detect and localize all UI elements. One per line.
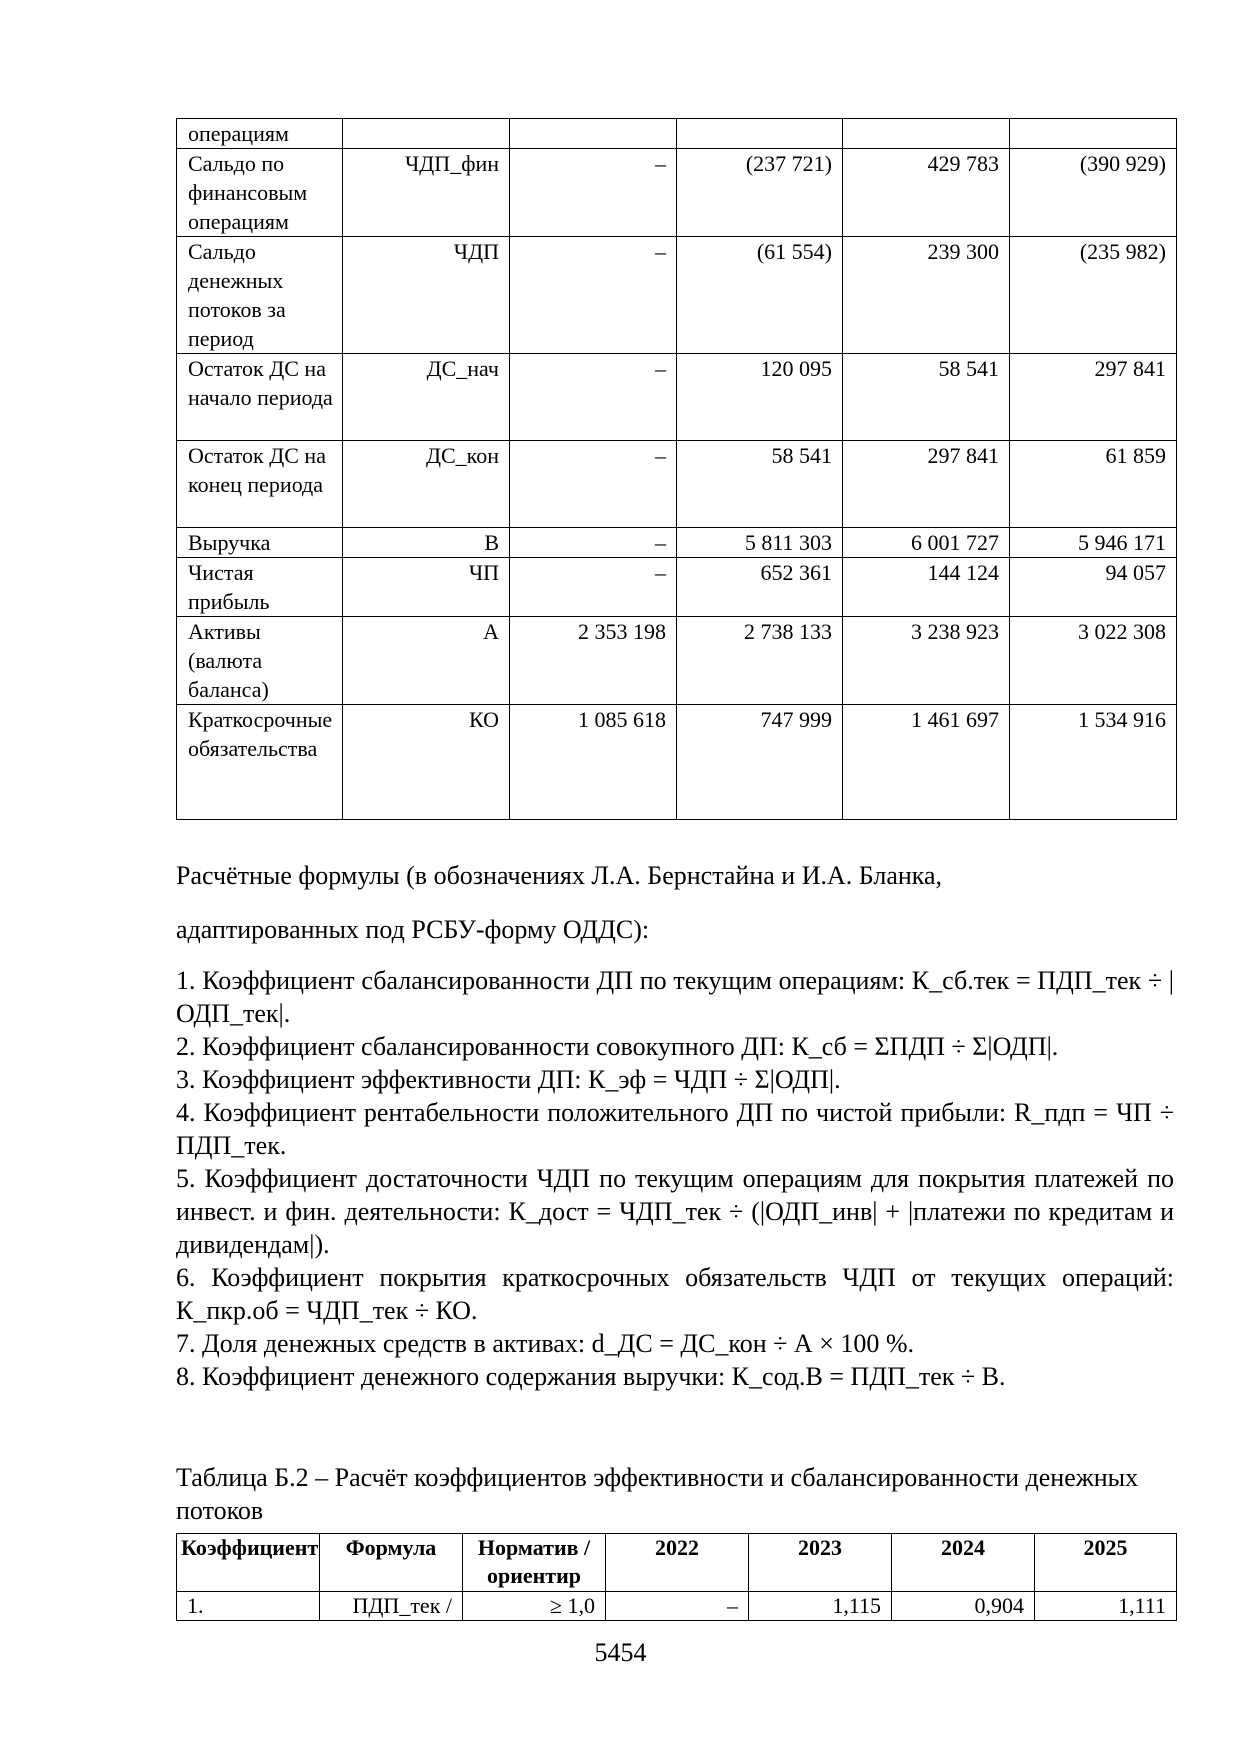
row-label: Остаток ДС на начало периода [177, 354, 343, 441]
column-header: 2022 [606, 1534, 749, 1592]
cell-value [843, 119, 1010, 149]
table-row [177, 237, 1177, 354]
table-row [177, 119, 1177, 149]
row-symbol: КО [343, 705, 510, 820]
cell-value: (61 554) [677, 237, 843, 354]
column-header: 2024 [892, 1534, 1035, 1592]
cell-value: – [510, 528, 677, 558]
cell-value: 3 238 923 [843, 617, 1010, 705]
cell-value: 297 841 [843, 441, 1010, 528]
cell-value [1010, 119, 1177, 149]
cell-value: 5 811 303 [677, 528, 843, 558]
cell-value: 429 783 [843, 149, 1010, 237]
formula-item: 6. Коэффициент покрытия краткосрочных обязательств ЧДП от текущих операций: К_пкр.об = ЧДП_тек ÷ КО. [176, 1263, 1174, 1325]
formula-list [176, 964, 1174, 1393]
formula-item: 1. Коэффициент сбалансированности ДП по текущим операциям: К_сб.тек = ПДП_тек ÷ |ОДП_тек|. [176, 966, 1174, 1028]
norm-cell: ≥ 1,0 [463, 1592, 606, 1621]
cell-value: 1 085 618 [510, 705, 677, 820]
cell-value: – [510, 149, 677, 237]
cell-value: – [510, 558, 677, 617]
cell-value: 144 124 [843, 558, 1010, 617]
cell-value: 2 738 133 [677, 617, 843, 705]
row-label: Активы (валюта баланса) [177, 617, 343, 705]
cell-value: 239 300 [843, 237, 1010, 354]
coefficient-cell: 1. [177, 1592, 320, 1621]
row-symbol: ЧП [343, 558, 510, 617]
row-label: Сальдо денежных потоков за период [177, 237, 343, 354]
row-symbol [343, 119, 510, 149]
formula-item: 4. Коэффициент рентабельности положительного ДП по чистой прибыли: R_пдп = ЧП ÷ ПДП_тек. [176, 1098, 1174, 1160]
cell-value: 0,904 [892, 1592, 1035, 1621]
cell-value: 61 859 [1010, 441, 1177, 528]
cash-flow-table [176, 118, 1177, 820]
row-label: Выручка [177, 528, 343, 558]
column-header: Норматив / ориентир [463, 1534, 606, 1592]
cell-value: 2 353 198 [510, 617, 677, 705]
row-symbol: ДС_кон [343, 441, 510, 528]
cell-value: 58 541 [843, 354, 1010, 441]
row-label: операциям [177, 119, 343, 149]
formula-item: 8. Коэффициент денежного содержания выручки: К_сод.В = ПДП_тек ÷ В. [176, 1362, 1006, 1391]
table-row [177, 441, 1177, 528]
column-header: Формула [320, 1534, 463, 1592]
formula-item: 5. Коэффициент достаточности ЧДП по текущим операциям для покрытия платежей по инвест. и фин. деятельности: К_дост = ЧДП_тек ÷ (|ОДП_инв| + |платежи по кредитам и дивидендам|). [176, 1164, 1174, 1259]
row-label: Чистая прибыль [177, 558, 343, 617]
cell-value: 6 001 727 [843, 528, 1010, 558]
page-number: 5454 [594, 1638, 647, 1667]
row-label: Краткосрочные обязательства [177, 705, 343, 820]
row-label: Остаток ДС на конец периода [177, 441, 343, 528]
row-symbol: ДС_нач [343, 354, 510, 441]
row-symbol: ЧДП [343, 237, 510, 354]
table-row [177, 705, 1177, 820]
cell-value: 297 841 [1010, 354, 1177, 441]
formula-item: 3. Коэффициент эффективности ДП: К_эф = ЧДП ÷ Σ|ОДП|. [176, 1065, 841, 1094]
coefficients-table [176, 1533, 1177, 1621]
cell-value: 120 095 [677, 354, 843, 441]
table-row [177, 354, 1177, 441]
cell-value: 1 534 916 [1010, 705, 1177, 820]
cell-value: – [510, 354, 677, 441]
formula-item: 7. Доля денежных средств в активах: d_ДС = ДС_кон ÷ А × 100 %. [176, 1329, 915, 1358]
row-symbol: А [343, 617, 510, 705]
cell-value [677, 119, 843, 149]
cell-value: 1,115 [749, 1592, 892, 1621]
row-symbol: В [343, 528, 510, 558]
cell-value: 58 541 [677, 441, 843, 528]
table-row [177, 528, 1177, 558]
cell-value: – [510, 441, 677, 528]
table-row [177, 1592, 1177, 1621]
table-row [177, 558, 1177, 617]
cell-value: 1 461 697 [843, 705, 1010, 820]
cell-value [510, 119, 677, 149]
row-label: Сальдо по финансовым операциям [177, 149, 343, 237]
table-row [177, 617, 1177, 705]
column-header: Коэффициент [177, 1534, 320, 1592]
formula-cell: ПДП_тек / [320, 1592, 463, 1621]
cell-value: (237 721) [677, 149, 843, 237]
cell-value: (390 929) [1010, 149, 1177, 237]
column-header: 2023 [749, 1534, 892, 1592]
table-caption: Таблица Б.2 – Расчёт коэффициентов эффективности и сбалансированности денежных потоков [176, 1463, 1139, 1525]
table-header-row [177, 1534, 1177, 1592]
formulas-section [176, 860, 1174, 1393]
intro-line: адаптированных под РСБУ-форму ОДДС): [176, 915, 650, 944]
cell-value: 3 022 308 [1010, 617, 1177, 705]
cell-value: 652 361 [677, 558, 843, 617]
table-row [177, 149, 1177, 237]
cell-value: 1,111 [1035, 1592, 1177, 1621]
cell-value: – [606, 1592, 749, 1621]
formula-item: 2. Коэффициент сбалансированности совокупного ДП: К_сб = ΣПДП ÷ Σ|ОДП|. [176, 1032, 1059, 1061]
cell-value: – [510, 237, 677, 354]
cell-value: (235 982) [1010, 237, 1177, 354]
row-symbol: ЧДП_фин [343, 149, 510, 237]
cell-value: 94 057 [1010, 558, 1177, 617]
intro-line: Расчётные формулы (в обозначениях Л.А. Бернстайна и И.А. Бланка, [176, 861, 943, 890]
formulas-intro [176, 860, 1174, 946]
cell-value: 5 946 171 [1010, 528, 1177, 558]
cell-value: 747 999 [677, 705, 843, 820]
column-header: 2025 [1035, 1534, 1177, 1592]
